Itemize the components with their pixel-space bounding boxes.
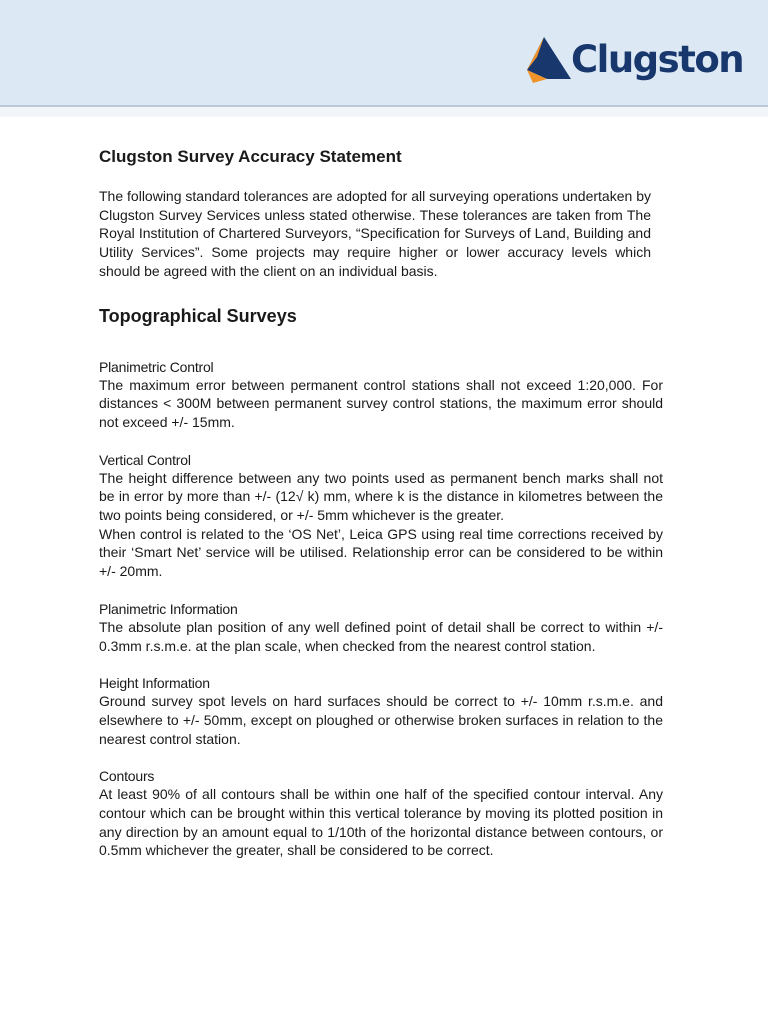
paragraph-contours: At least 90% of all contours shall be within one half of the specified contour interval. Any contour which can be brought within this vertical tolerance by moving its plotted position in any direction by an amount equal to 1/10th of the horizontal distance between contours, or 0.5mm whichever the greater, shall be considered to be correct. — [99, 786, 663, 859]
subsection-heading-contours: Contours — [99, 768, 155, 785]
logo-wordmark: Clugston — [571, 38, 744, 81]
intro-paragraph: The following standard tolerances are adopted for all surveying operations undertaken by Clugston Survey Services unless stated otherwise. These tolerances are taken from The Royal Institution of Chartered Surveyors, “Specification for Surveys of Land, Building and Utility Services”. Some projects may require higher or lower accuracy levels which should be agreed with the client on an individual basis. — [99, 188, 651, 279]
clugston-logo-icon — [527, 37, 575, 83]
clugston-logo — [527, 37, 743, 83]
header-divider — [0, 105, 768, 117]
paragraph-planimetric-control: The maximum error between permanent control stations shall not exceed 1:20,000. For distances < 300M between permanent survey control stations, the maximum error should not exceed +/- 15mm. — [99, 376, 663, 430]
subsection-heading-planimetric-control: Planimetric Control — [99, 358, 214, 375]
paragraph-vertical-control-1: The height difference between any two points used as permanent bench marks shall not be in error by more than +/- (12√ k) mm, where k is the distance in kilometres between the two points being considered, or +/- 5mm whichever is the greater. — [99, 469, 663, 524]
document-body — [99, 143, 663, 860]
subsection-heading-vertical-control: Vertical Control — [99, 451, 191, 468]
paragraph-planimetric-information: The absolute plan position of any well defined point of detail shall be correct to within +/- 0.3mm r.s.m.e. at the plan scale, when checked from the nearest control station. — [99, 618, 663, 654]
paragraph-vertical-control-2: When control is related to the ‘OS Net’, Leica GPS using real time corrections received by their ‘Smart Net’ service will be utilised. Relationship error can be considered to be within +/- 20mm. — [99, 525, 663, 580]
subsection-heading-height-information: Height Information — [99, 675, 210, 692]
subsection-heading-planimetric-information: Planimetric Information — [99, 600, 238, 617]
paragraph-height-information: Ground survey spot levels on hard surfaces should be correct to +/- 10mm r.s.m.e. and elsewhere to +/- 50mm, except on ploughed or otherwise broken surfaces in relation to the nearest control station. — [99, 693, 663, 747]
document-title: Clugston Survey Accuracy Statement — [99, 147, 402, 166]
section-title: Topographical Surveys — [99, 305, 297, 326]
